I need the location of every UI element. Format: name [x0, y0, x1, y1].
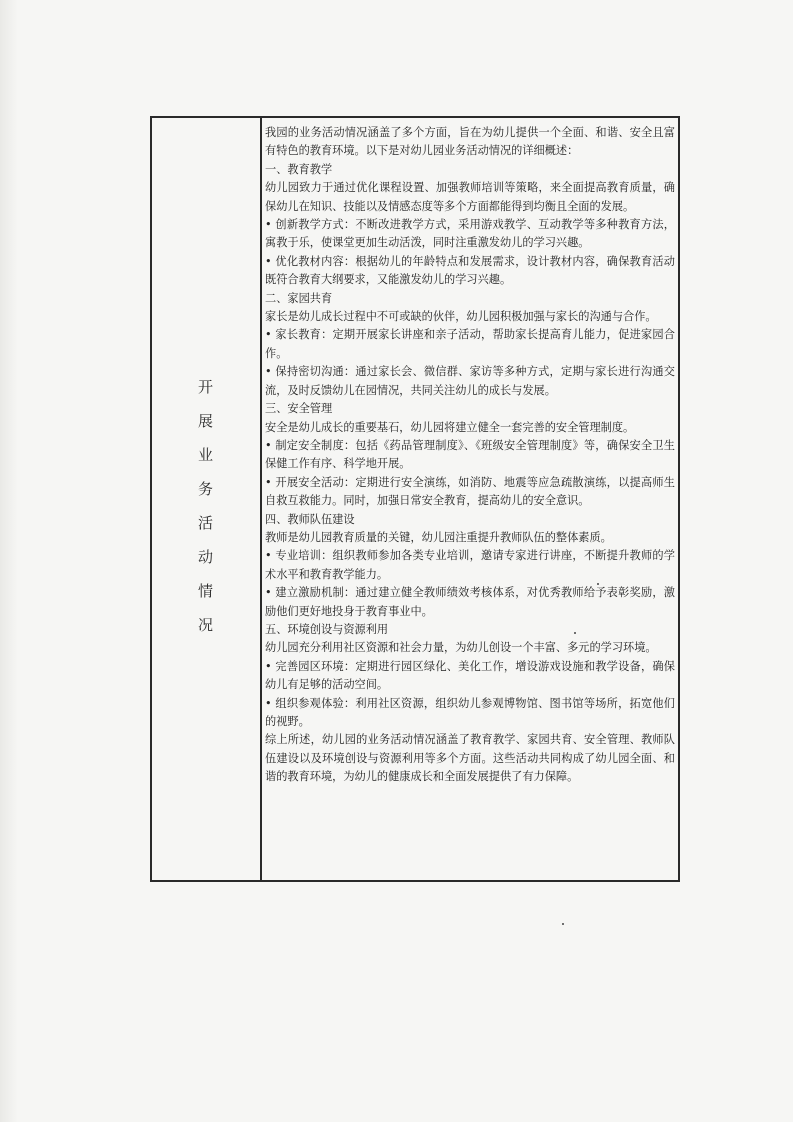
scan-speck [597, 583, 599, 585]
section-heading: 四、教师队伍建设 [265, 512, 355, 526]
bullet-item: • 优化教材内容：根据幼儿的年龄特点和发展需求，设计教材内容，确保教育活动既符合教育大纲要求，又能激发幼儿的学习兴趣。 [265, 254, 675, 287]
section-label-char: 况 [198, 616, 214, 634]
bullet-item: • 制定安全制度：包括《药品管理制度》、《班级安全管理制度》等，确保安全卫生保健工作有序、科学地开展。 [265, 438, 675, 471]
body-paragraph: 安全是幼儿成长的重要基石，幼儿园将建立健全一套完善的安全管理制度。 [265, 420, 635, 434]
bullet-item: • 保持密切沟通：通过家长会、微信群、家访等多种方式，定期与家长进行沟通交流，及时反馈幼儿在园情况，共同关注幼儿的成长与发展。 [265, 365, 675, 397]
body-paragraph: 家长是幼儿成长过程中不可或缺的伙伴，幼儿园积极加强与家长的沟通与合作。 [265, 310, 657, 324]
section-label-char: 动 [198, 548, 214, 566]
column-divider [260, 118, 262, 880]
body-paragraph: 教师是幼儿园教育质量的关键，幼儿园注重提升教师队伍的整体素质。 [265, 530, 612, 544]
section-label-char: 情 [198, 582, 214, 600]
section-label-cell [152, 118, 260, 880]
section-label-char: 活 [198, 514, 214, 532]
bullet-item: • 组织参观体验：利用社区资源，组织幼儿参观博物馆、图书馆等场所，拓宽他们的视野。 [265, 696, 675, 728]
bullet-item: • 创新教学方式：不断改进教学方式，采用游戏教学、互动教学等多种教育方法，寓教于乐，使课堂更加生动活泼，同时注重激发幼儿的学习兴趣。 [265, 218, 675, 250]
section-label-char: 务 [198, 480, 214, 498]
body-paragraph: 幼儿园致力于通过优化课程设置、加强教师培训等策略，来全面提高教育质量，确保幼儿在知识、技能以及情感态度等多个方面都能得到均衡且全面的发展。 [265, 181, 675, 213]
section-heading: 二、家园共育 [265, 291, 333, 305]
bullet-item: • 家长教育：定期开展家长讲座和亲子活动，帮助家长提高育儿能力，促进家园合作。 [265, 328, 675, 360]
bullet-item: • 专业培训：组织教师参加各类专业培训，邀请专家进行讲座，不断提升教师的学术水平和教育教学能力。 [265, 549, 675, 581]
section-label-char: 展 [198, 412, 214, 430]
scan-speck [562, 923, 564, 925]
intro-paragraph: 我园的业务活动情况涵盖了多个方面，旨在为幼儿提供一个全面、和谐、安全且富有特色的教育环境。以下是对幼儿园业务活动情况的详细概述： [265, 126, 675, 158]
section-label-char: 开 [198, 378, 214, 396]
activity-content-cell [265, 124, 675, 787]
conclusion-paragraph: 综上所述，幼儿园的业务活动情况涵盖了教育教学、家园共育、安全管理、教师队伍建设以及环境创设与资源利用等多个方面。这些活动共同构成了幼儿园全面、和谐的教育环境，为幼儿的健康成长和全面发展提供了有力保障。 [265, 733, 675, 784]
bullet-item: • 建立激励机制：通过建立健全教师绩效考核体系，对优秀教师给予表彰奖励，激励他们更好地投身于教育事业中。 [265, 586, 675, 618]
bullet-item: • 开展安全活动：定期进行安全演练，如消防、地震等应急疏散演练，以提高师生自救互救能力。同时，加强日常安全教育，提高幼儿的安全意识。 [265, 475, 675, 508]
bullet-item: • 完善园区环境：定期进行园区绿化、美化工作，增设游戏设施和教学设备，确保幼儿有足够的活动空间。 [265, 659, 675, 692]
scan-speck [574, 632, 576, 634]
body-paragraph: 幼儿园充分利用社区资源和社会力量，为幼儿创设一个丰富、多元的学习环境。 [265, 641, 657, 655]
scan-shadow [0, 0, 18, 1122]
section-heading: 三、安全管理 [265, 402, 333, 416]
section-label-char: 业 [198, 446, 214, 464]
section-heading: 五、环境创设与资源利用 [265, 622, 389, 636]
section-heading: 一、教育教学 [265, 162, 333, 176]
activity-form-table [150, 116, 680, 882]
